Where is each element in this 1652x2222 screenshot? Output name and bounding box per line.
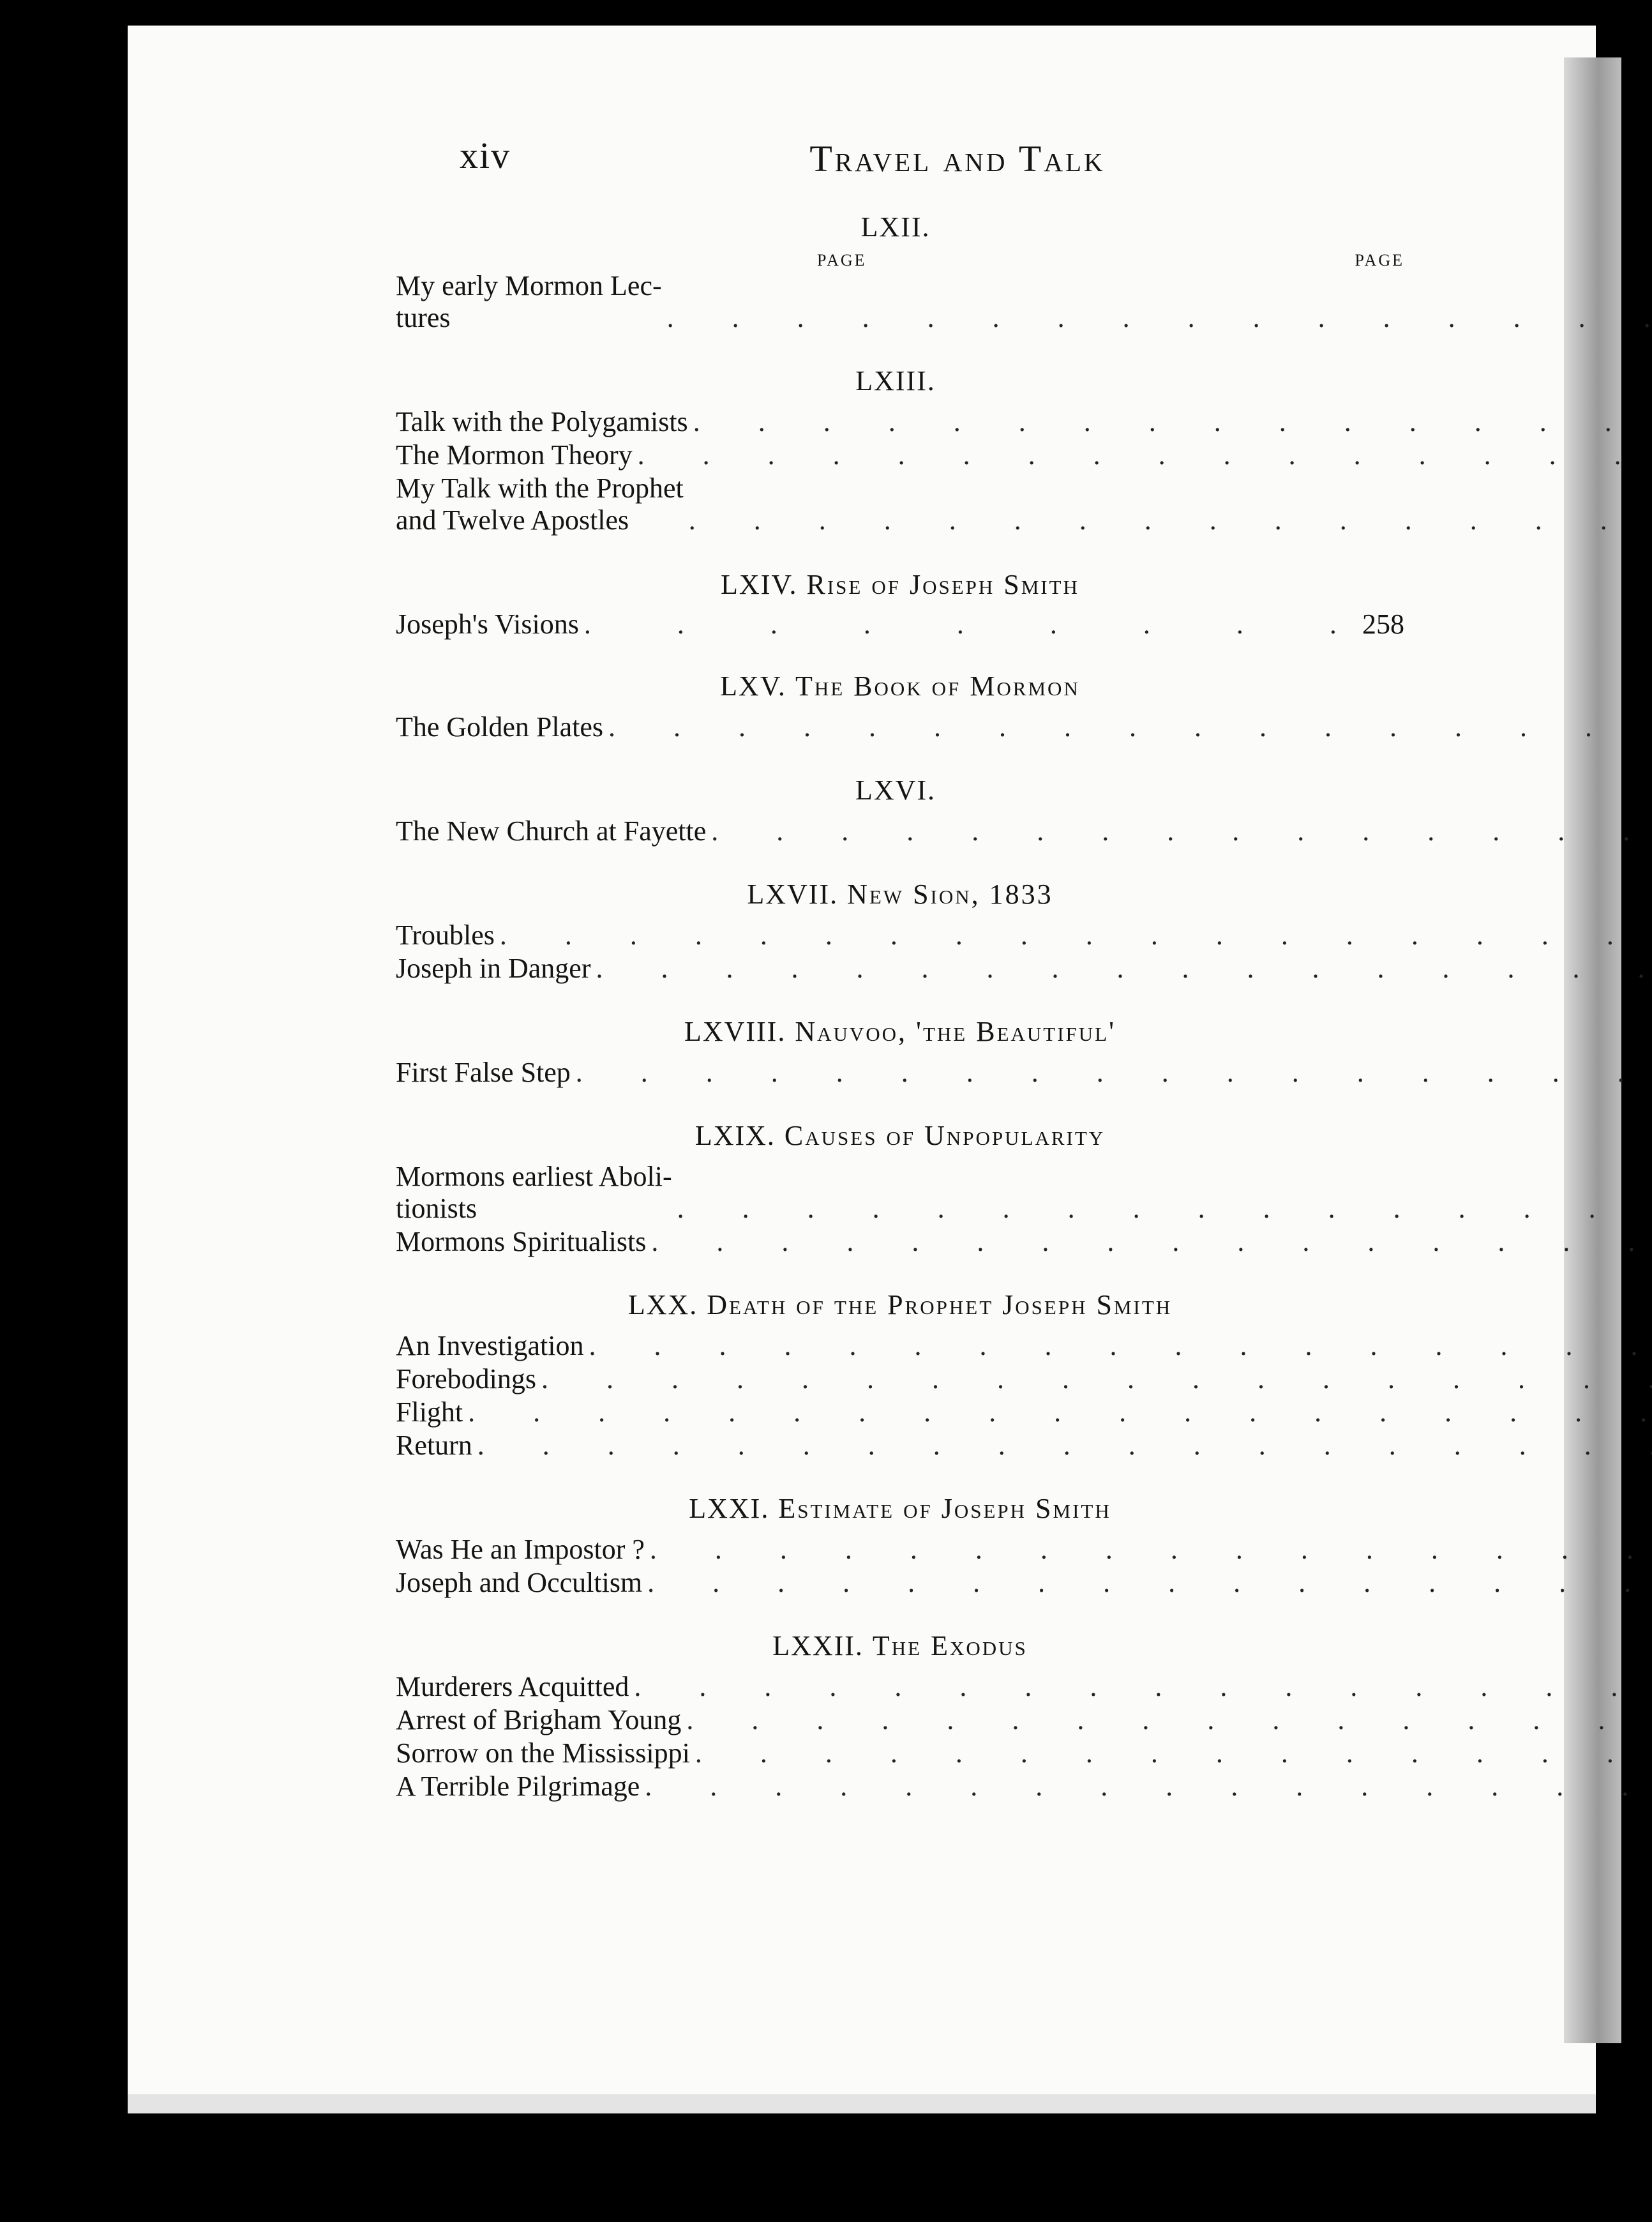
- chapter-title: Estimate of Joseph Smith: [778, 1493, 1111, 1524]
- entry-title: Return: [396, 1430, 472, 1461]
- chapter-numeral: LXVIII.: [684, 1016, 786, 1047]
- dot-leader: [695, 1737, 1652, 1769]
- chapter-numeral: LXV.: [720, 670, 786, 702]
- page-label-row: [396, 251, 1404, 269]
- entry-title: An Investigation: [396, 1330, 584, 1361]
- chapter-title: The Book of Mormon: [795, 670, 1080, 702]
- toc-entry[interactable]: [396, 270, 1652, 334]
- left-column: [396, 405, 1652, 538]
- toc-entry[interactable]: [396, 1534, 1652, 1566]
- toc-entry[interactable]: [396, 1363, 1652, 1395]
- chapter-heading: [396, 568, 1404, 601]
- chapter-numeral: LXIII.: [855, 365, 936, 397]
- chapter-title: Causes of Unpopularity: [784, 1120, 1106, 1151]
- chapter-section: [396, 1119, 1404, 1259]
- dot-leader: [711, 815, 1652, 847]
- left-column: [396, 1160, 1652, 1259]
- chapter-entries: [396, 1670, 1404, 1804]
- chapter-entries: [396, 710, 1404, 744]
- left-column: [396, 1055, 1652, 1090]
- toc-entry[interactable]: [396, 1330, 1652, 1362]
- left-column: [396, 814, 1652, 849]
- chapter-heading: [396, 774, 1404, 806]
- chapter-heading: [396, 878, 1404, 911]
- entry-title: Talk with the Polygamists: [396, 406, 688, 437]
- page-header: [319, 134, 1392, 192]
- dot-leader: [647, 1567, 1652, 1599]
- chapter-entries: [396, 814, 1404, 849]
- entry-title: Sorrow on the Mississippi: [396, 1737, 690, 1769]
- page-label-left: PAGE: [817, 251, 867, 269]
- chapter-entries: [396, 918, 1404, 986]
- entry-title: My early Mormon Lec- tures: [396, 270, 662, 333]
- entry-title: My Talk with the Prophet and Twelve Apostles: [396, 472, 684, 536]
- left-column: [396, 1670, 1652, 1804]
- toc-entry[interactable]: [396, 815, 1652, 847]
- chapter-entries: [396, 608, 1404, 640]
- dot-leader: [500, 919, 1652, 951]
- toc-entry[interactable]: [396, 1226, 1652, 1258]
- dot-leader: [584, 608, 1348, 640]
- entry-title: Troubles: [396, 919, 495, 951]
- toc-entry[interactable]: [396, 1430, 1652, 1462]
- dot-leader: [645, 1771, 1652, 1803]
- page-folio: xiv: [460, 135, 511, 176]
- dot-leader: [686, 1704, 1652, 1736]
- table-of-contents: [396, 211, 1404, 1833]
- entry-title: Mormons earliest Aboli- tionists: [396, 1161, 672, 1224]
- chapter-title: Death of the Prophet Joseph Smith: [707, 1289, 1173, 1320]
- dot-leader: [608, 711, 1652, 743]
- entry-title: The Mormon Theory: [396, 439, 633, 471]
- chapter-numeral: LXXI.: [689, 1493, 770, 1524]
- entry-title: Murderers Acquitted: [396, 1671, 629, 1702]
- chapter-numeral: LXIX.: [695, 1120, 776, 1151]
- chapter-section: [396, 1629, 1404, 1804]
- left-column: [396, 710, 1652, 744]
- toc-entry[interactable]: [396, 472, 1652, 536]
- chapter-entries: [396, 269, 1404, 335]
- left-column: [396, 1532, 1652, 1600]
- chapter-heading: [396, 211, 1404, 243]
- dot-leader: [634, 1671, 1652, 1703]
- entry-title: Joseph's Visions: [396, 608, 579, 640]
- toc-entry[interactable]: [396, 1737, 1652, 1769]
- chapter-heading: [396, 1119, 1404, 1152]
- toc-entry[interactable]: [396, 711, 1652, 743]
- entry-title: Forebodings: [396, 1363, 536, 1394]
- dot-leader: [693, 406, 1652, 438]
- left-column: [396, 918, 1652, 986]
- chapter-entries: [396, 1329, 1404, 1463]
- chapter-heading: [396, 1629, 1404, 1662]
- toc-entry[interactable]: [396, 439, 1652, 471]
- running-title: Travel and Talk: [809, 138, 1106, 179]
- chapter-title: Rise of Joseph Smith: [806, 569, 1079, 600]
- dot-leader: [468, 1396, 1652, 1428]
- toc-entry[interactable]: [396, 1396, 1652, 1428]
- entry-title: Was He an Impostor ?: [396, 1534, 645, 1565]
- page-label-right: PAGE: [1355, 251, 1404, 269]
- chapter-heading: [396, 365, 1404, 397]
- chapter-entries: [396, 1532, 1404, 1600]
- left-column: [396, 1329, 1652, 1463]
- chapter-numeral: LXXII.: [772, 1630, 864, 1661]
- dot-leader: [576, 1057, 1652, 1089]
- chapter-section: [396, 878, 1404, 986]
- toc-entry[interactable]: [396, 1671, 1652, 1703]
- entry-title: First False Step: [396, 1057, 571, 1088]
- chapter-heading: [396, 670, 1404, 702]
- chapter-section: [396, 1015, 1404, 1090]
- chapter-section: [396, 1289, 1404, 1463]
- chapter-numeral: LXVI.: [855, 775, 936, 806]
- toc-entry[interactable]: [396, 406, 1652, 438]
- dot-leader: [541, 1363, 1652, 1395]
- entry-page-number: 258: [1362, 608, 1404, 640]
- entry-title: Joseph in Danger: [396, 953, 591, 984]
- entry-title: Flight: [396, 1396, 463, 1428]
- dot-leader: [596, 953, 1652, 985]
- chapter-title: New Sion, 1833: [847, 879, 1053, 910]
- dot-leader: [589, 1330, 1652, 1362]
- dot-leader: [677, 1193, 1652, 1225]
- toc-entry[interactable]: [396, 1704, 1652, 1736]
- chapter-title: Nauvoo, 'the Beautiful': [795, 1016, 1116, 1047]
- chapter-numeral: LXIV.: [721, 569, 798, 600]
- entry-title: Joseph and Occultism: [396, 1567, 643, 1598]
- chapter-entries: [396, 1055, 1404, 1090]
- toc-entry[interactable]: [396, 1567, 1652, 1599]
- chapter-section: [396, 774, 1404, 849]
- chapter-entries: [396, 405, 1404, 539]
- chapter-heading: [396, 1015, 1404, 1048]
- chapter-entries: [396, 1160, 1404, 1259]
- dot-leader: [477, 1430, 1652, 1462]
- chapter-numeral: LXVII.: [747, 879, 839, 910]
- chapter-section: [396, 365, 1404, 539]
- toc-entry[interactable]: [396, 1161, 1652, 1225]
- chapter-heading: [396, 1492, 1404, 1525]
- toc-entry[interactable]: [396, 953, 1652, 985]
- dot-leader: [667, 302, 1652, 334]
- left-column: [396, 269, 1652, 335]
- chapter-numeral: LXII.: [860, 211, 931, 243]
- page-bottom-edge: [128, 2094, 1596, 2113]
- entry-title: Arrest of Brigham Young: [396, 1704, 682, 1735]
- toc-entry[interactable]: [396, 1771, 1652, 1803]
- chapter-section: [396, 1492, 1404, 1600]
- chapter-section: [396, 211, 1404, 335]
- toc-entry[interactable]: [396, 1057, 1652, 1089]
- entry-title: The New Church at Fayette: [396, 815, 707, 847]
- entry-title: The Golden Plates: [396, 711, 604, 743]
- chapter-title: The Exodus: [872, 1630, 1028, 1661]
- toc-entry[interactable]: [396, 919, 1652, 951]
- toc-entry[interactable]: [396, 608, 1404, 640]
- dot-leader: [651, 1226, 1652, 1258]
- entry-title: Mormons Spiritualists: [396, 1226, 647, 1257]
- dot-leader: [638, 439, 1652, 471]
- chapter-numeral: LXX.: [627, 1289, 698, 1320]
- entry-title: A Terrible Pilgrimage: [396, 1771, 640, 1802]
- chapter-heading: [396, 1289, 1404, 1321]
- dot-leader: [650, 1534, 1652, 1566]
- chapter-section: [396, 568, 1404, 640]
- chapter-section: [396, 670, 1404, 744]
- dot-leader: [689, 504, 1652, 536]
